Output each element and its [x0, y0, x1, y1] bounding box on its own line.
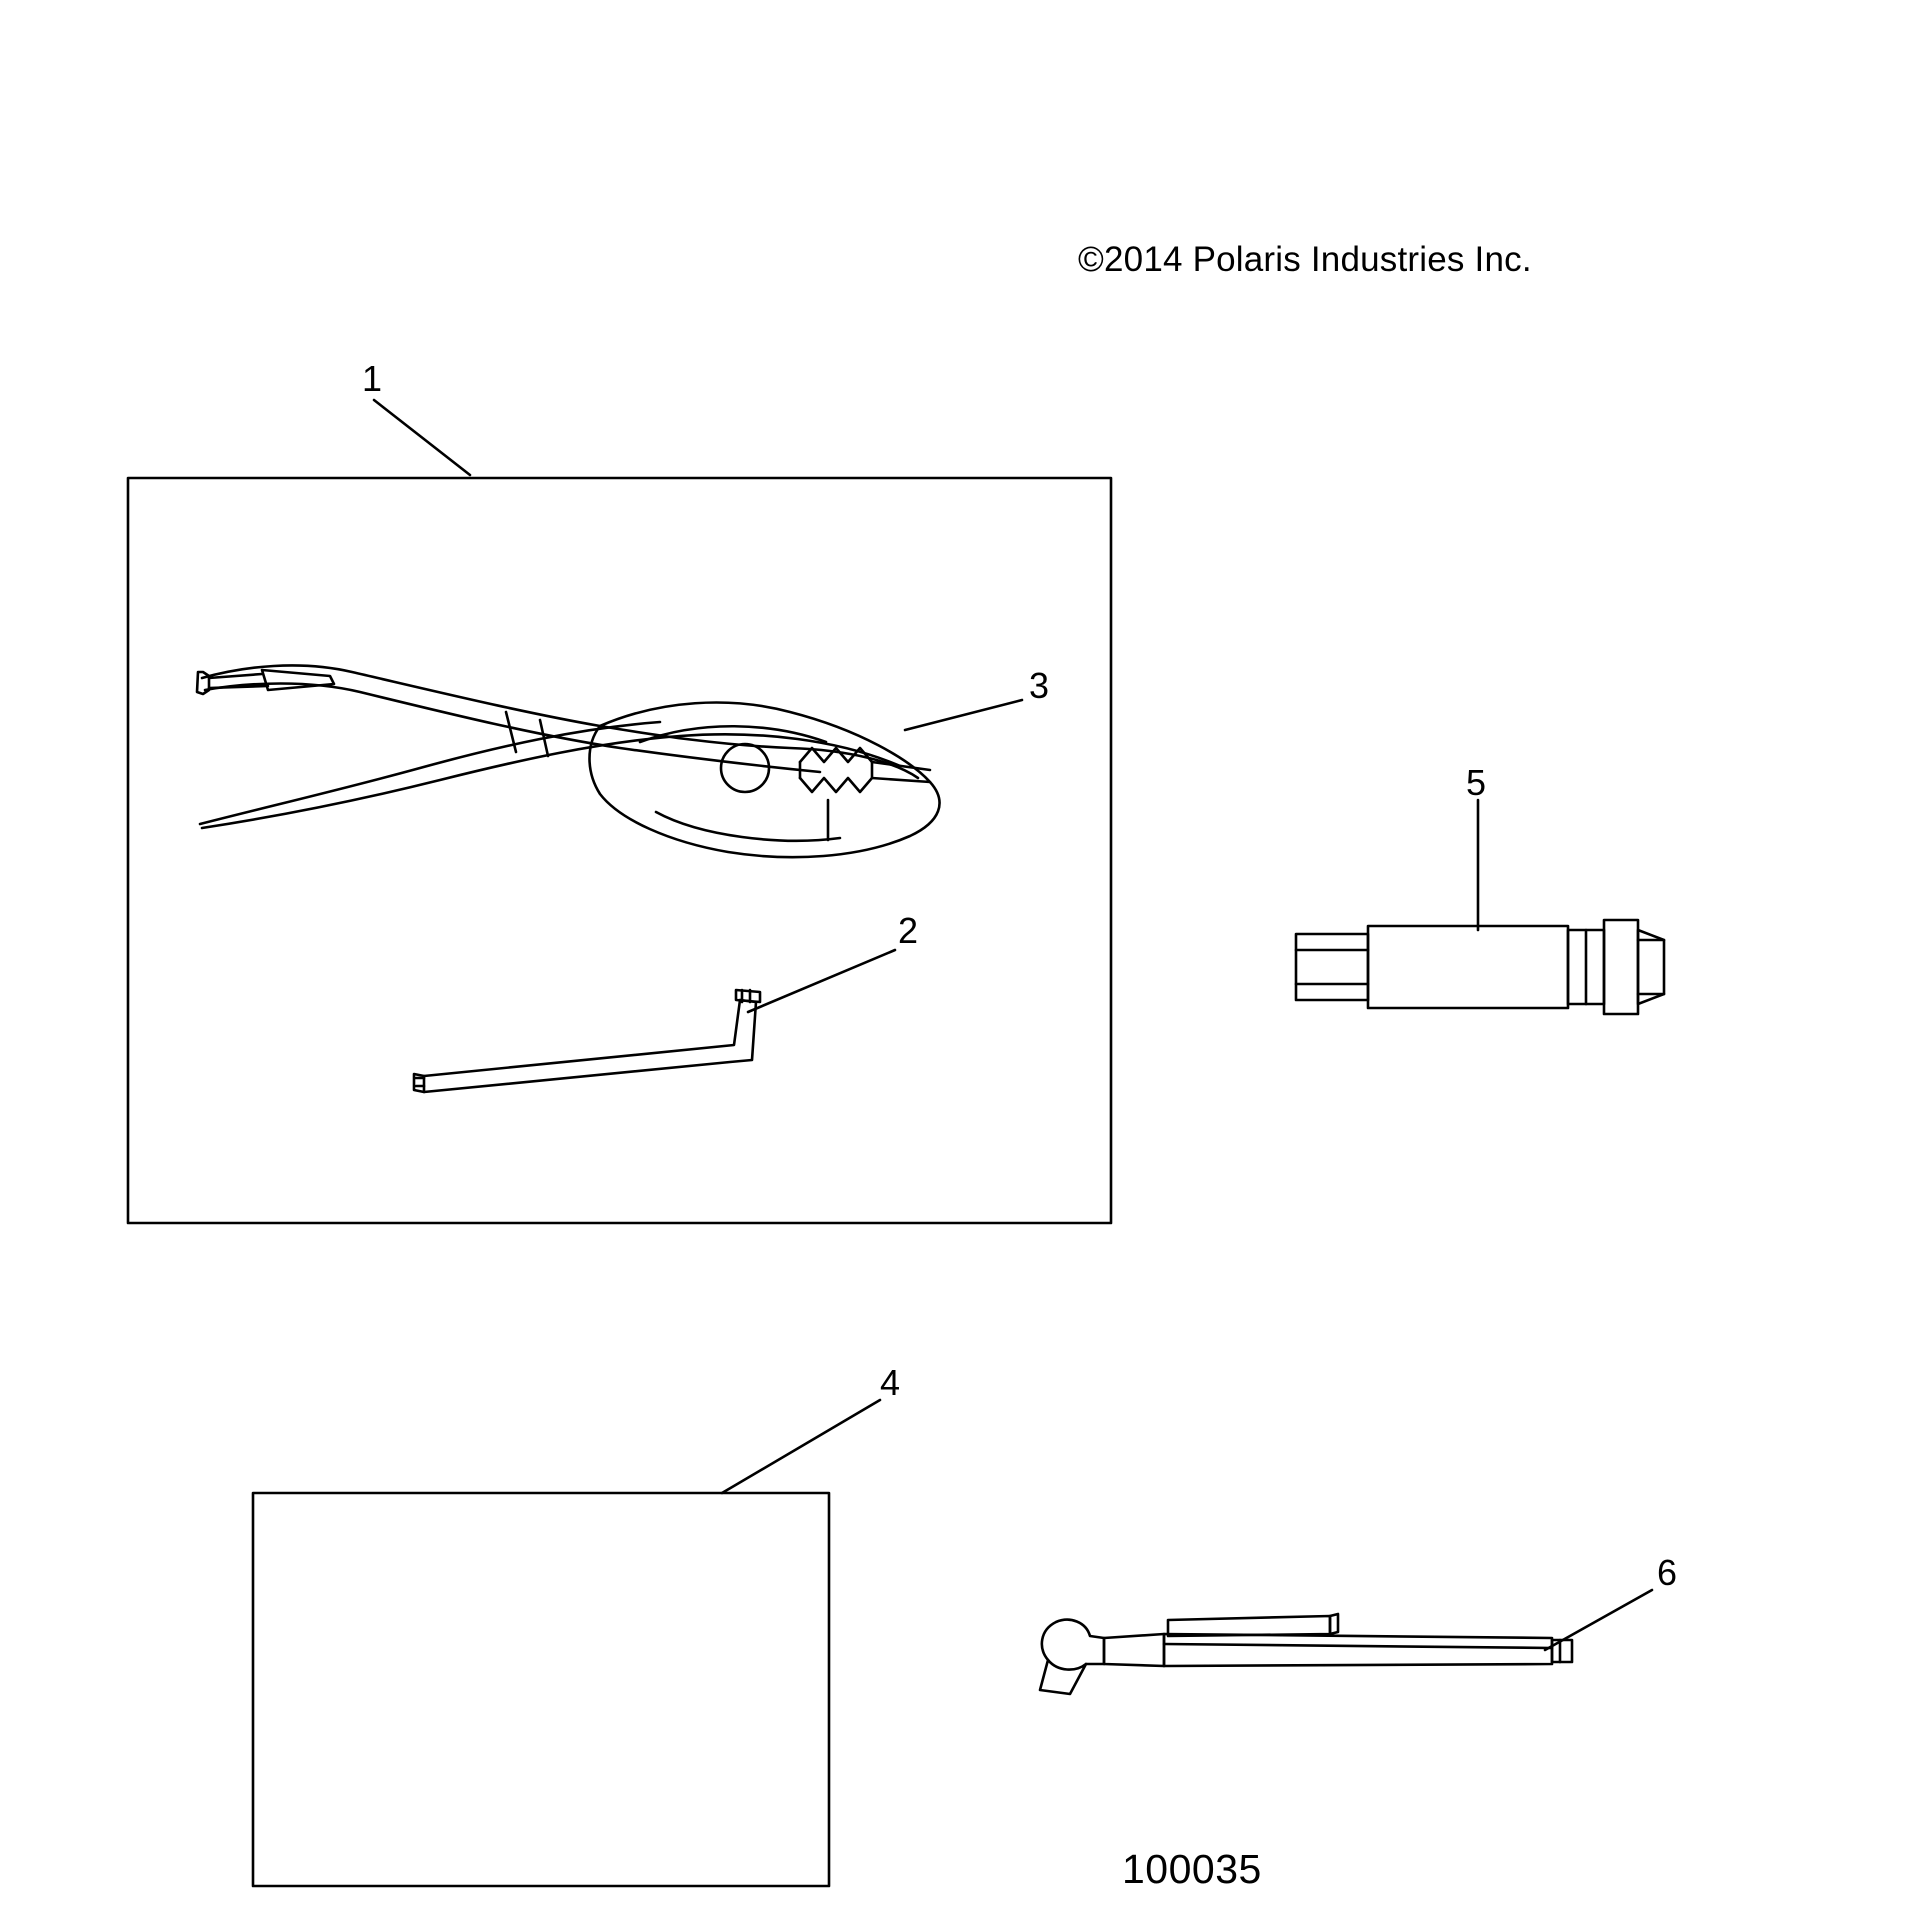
callout-label-1: 1	[362, 358, 383, 399]
diagram-part-number: 100035	[1122, 1846, 1262, 1892]
tool-kit-pouch-box	[128, 478, 1111, 1223]
screwdriver-tool	[1040, 1614, 1572, 1694]
callout-label-3: 3	[1029, 665, 1050, 706]
copyright-notice: ©2014 Polaris Industries Inc.	[1078, 240, 1532, 279]
owners-manual-box	[253, 1493, 829, 1886]
socket-end-right	[1604, 920, 1638, 1014]
leader-line-2	[748, 950, 895, 1012]
hex-key-wrench	[414, 990, 760, 1092]
callout-leader-lines	[374, 400, 1652, 1650]
spark-plug-socket-wrench	[1296, 920, 1664, 1014]
pliers-pivot	[721, 744, 769, 792]
leader-line-4	[722, 1400, 880, 1493]
slip-joint-pliers	[197, 665, 940, 857]
callout-label-6: 6	[1657, 1552, 1678, 1593]
callout-label-5: 5	[1466, 762, 1487, 803]
socket-body	[1368, 926, 1568, 1008]
socket-end-left	[1296, 934, 1368, 1000]
leader-line-3	[905, 700, 1022, 730]
callout-label-4: 4	[880, 1362, 901, 1403]
leader-line-1	[374, 400, 470, 475]
callout-label-2: 2	[898, 910, 919, 951]
